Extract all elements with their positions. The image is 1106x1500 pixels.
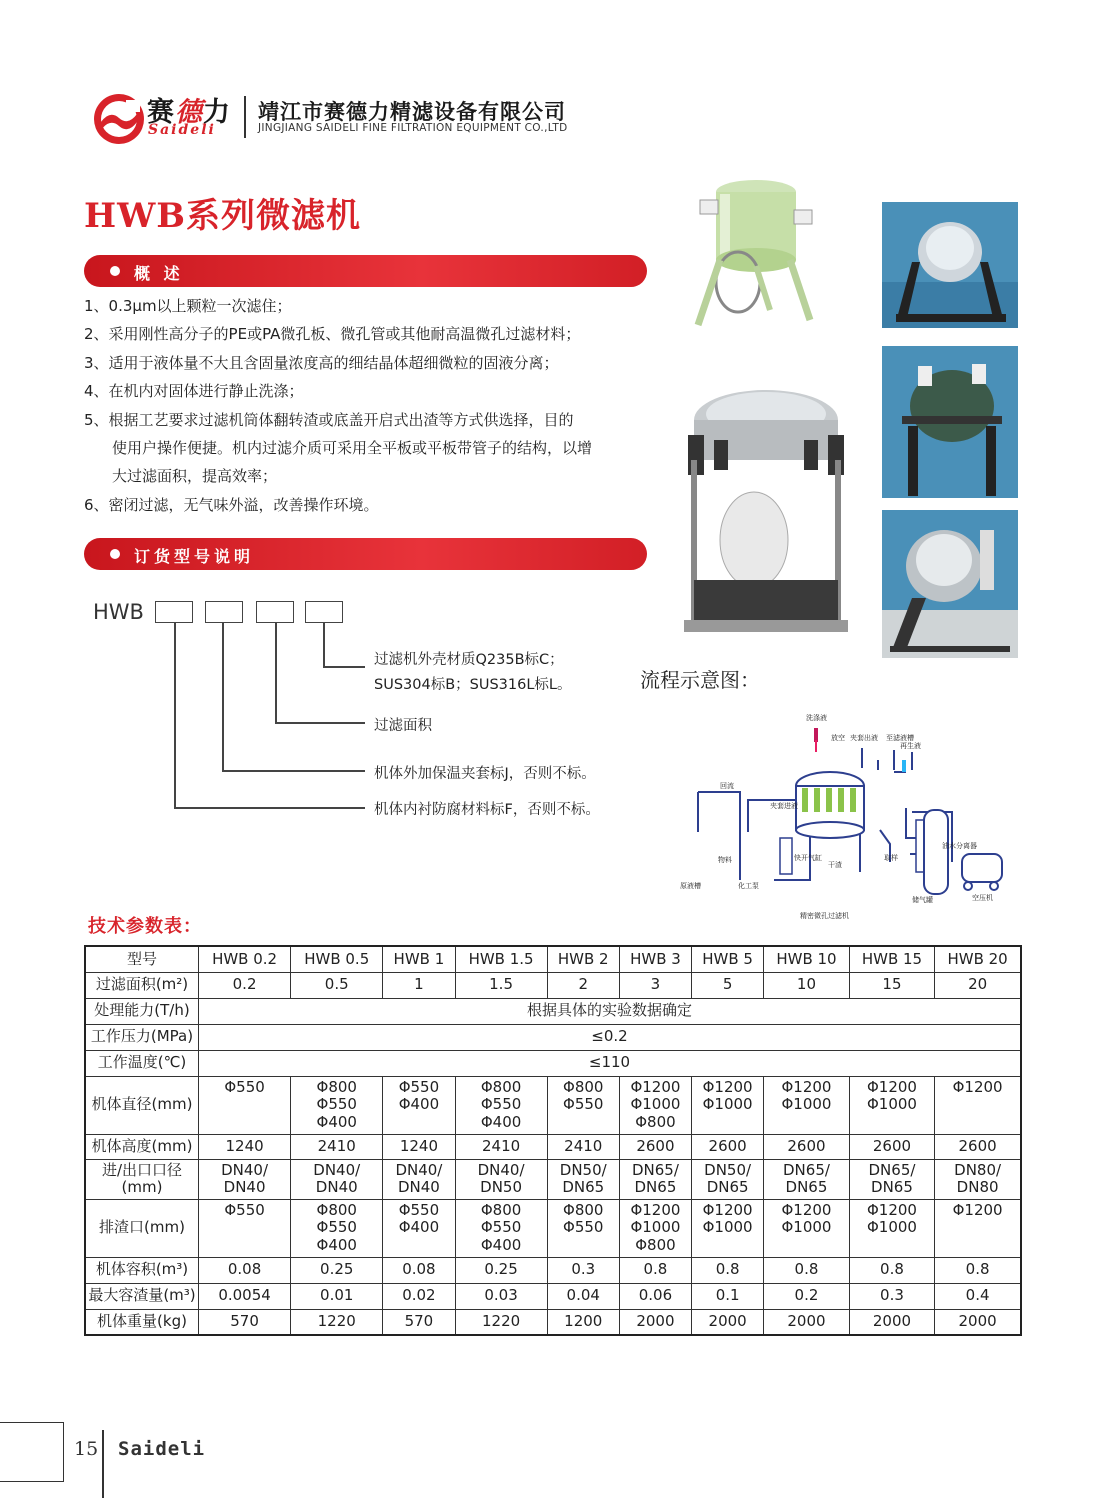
table-cell: 0.3 bbox=[547, 1257, 619, 1283]
table-cell: 2600 bbox=[692, 1134, 764, 1159]
table-cell: 2000 bbox=[935, 1309, 1021, 1335]
table-cell: 0.02 bbox=[383, 1283, 455, 1309]
table-cell: 2600 bbox=[619, 1134, 691, 1159]
row-label: 过滤面积(m²) bbox=[85, 972, 199, 998]
table-cell: Φ1200 Φ1000 bbox=[692, 1199, 764, 1257]
table-cell: 0.08 bbox=[383, 1257, 455, 1283]
table-cell: 0.25 bbox=[291, 1257, 383, 1283]
order-heading: 订货型号说明 bbox=[134, 547, 255, 566]
logo-char-2: 德 bbox=[175, 97, 203, 128]
overview-item: 2、采用刚性高分子的PE或PA微孔板、微孔管或其他耐高温微孔过滤材料； bbox=[84, 325, 581, 344]
table-cell: 0.0054 bbox=[199, 1283, 291, 1309]
row-label: 排渣口(mm) bbox=[85, 1199, 199, 1257]
table-cell: DN40/ DN50 bbox=[455, 1159, 547, 1199]
table-header-cell: HWB 0.2 bbox=[199, 946, 291, 972]
table-cell: Φ800 Φ550 bbox=[547, 1199, 619, 1257]
flow-label-to-filtrate: 至滤液槽 bbox=[886, 734, 914, 742]
table-cell: 2410 bbox=[455, 1134, 547, 1159]
order-desc-lining: 机体内衬防腐材料标F，否则不标。 bbox=[374, 802, 600, 818]
leader-line bbox=[323, 623, 325, 667]
flow-label-oil-water: 油水分离器 bbox=[942, 842, 977, 850]
flow-label-jacket-out: 夹套出液 bbox=[850, 734, 878, 742]
model-code-box bbox=[155, 601, 193, 623]
model-code-box bbox=[205, 601, 243, 623]
table-cell: DN65/ DN65 bbox=[764, 1159, 850, 1199]
leader-line bbox=[222, 770, 365, 772]
table-cell: Φ1200 Φ1000 bbox=[849, 1076, 935, 1134]
table-cell: Φ800 Φ550 Φ400 bbox=[455, 1076, 547, 1134]
table-row bbox=[85, 1024, 1021, 1050]
table-cell: 0.4 bbox=[935, 1283, 1021, 1309]
table-row bbox=[85, 1199, 1021, 1257]
table-cell: 1240 bbox=[199, 1134, 291, 1159]
table-cell: 2000 bbox=[849, 1309, 935, 1335]
header-divider bbox=[244, 96, 246, 138]
table-cell: DN65/ DN65 bbox=[849, 1159, 935, 1199]
table-cell: 2 bbox=[547, 972, 619, 998]
model-prefix: HWB bbox=[93, 600, 144, 624]
table-row bbox=[85, 1134, 1021, 1159]
table-cell: DN50/ DN65 bbox=[547, 1159, 619, 1199]
table-cell: 3 bbox=[619, 972, 691, 998]
table-cell: Φ1200 bbox=[935, 1076, 1021, 1134]
table-cell: DN40/ DN40 bbox=[383, 1159, 455, 1199]
row-label: 机体容积(m³) bbox=[85, 1257, 199, 1283]
overview-list bbox=[84, 292, 684, 519]
company-name-cn: 靖江市赛德力精滤设备有限公司 bbox=[258, 100, 566, 124]
table-cell: 0.08 bbox=[199, 1257, 291, 1283]
table-cell: 0.2 bbox=[764, 1283, 850, 1309]
order-section-bar bbox=[84, 538, 647, 570]
table-cell: 20 bbox=[935, 972, 1021, 998]
leader-line bbox=[275, 623, 277, 723]
flow-label-quick-cylinder: 快开气缸 bbox=[794, 854, 822, 862]
table-cell: 0.04 bbox=[547, 1283, 619, 1309]
table-cell: Φ1200 Φ1000 bbox=[764, 1199, 850, 1257]
table-cell: DN40/ DN40 bbox=[291, 1159, 383, 1199]
overview-item: 6、密闭过滤，无气味外溢，改善操作环境。 bbox=[84, 495, 379, 514]
flow-label-reflux: 回流 bbox=[720, 782, 734, 790]
table-cell: Φ1200 Φ1000 Φ800 bbox=[619, 1076, 691, 1134]
flow-label-vent: 放空 bbox=[831, 734, 845, 742]
product-photo-green-filter bbox=[690, 170, 822, 330]
product-photo-dark-filter bbox=[882, 346, 1018, 498]
table-cell: 15 bbox=[849, 972, 935, 998]
table-cell: 2410 bbox=[547, 1134, 619, 1159]
footer-corner-box bbox=[0, 1422, 64, 1482]
table-row bbox=[85, 1076, 1021, 1134]
table-cell: 1220 bbox=[455, 1309, 547, 1335]
table-cell: 2000 bbox=[619, 1309, 691, 1335]
row-label: 机体直径(mm) bbox=[85, 1076, 199, 1134]
table-cell: Φ1200 bbox=[935, 1199, 1021, 1257]
table-cell: DN40/ DN40 bbox=[199, 1159, 291, 1199]
logo-char-3: 力 bbox=[203, 97, 231, 128]
table-cell: 1220 bbox=[291, 1309, 383, 1335]
flow-label-material: 物料 bbox=[718, 856, 732, 864]
table-cell: ≤110 bbox=[199, 1050, 1022, 1076]
table-cell: DN80/ DN80 bbox=[935, 1159, 1021, 1199]
row-label: 工作压力(MPa) bbox=[85, 1024, 199, 1050]
row-label: 机体重量(kg) bbox=[85, 1309, 199, 1335]
flow-label-dry-slag: 干渣 bbox=[828, 861, 842, 869]
model-code-box bbox=[305, 601, 343, 623]
bullet-dot-icon bbox=[110, 266, 120, 276]
flow-label-wash: 洗涤液 bbox=[806, 714, 827, 722]
product-photo-jacket-filter bbox=[882, 510, 1018, 658]
table-cell: 根据具体的实验数据确定 bbox=[199, 998, 1022, 1024]
table-cell: 0.2 bbox=[199, 972, 291, 998]
spec-table bbox=[84, 945, 1022, 1336]
table-cell: Φ550 bbox=[199, 1076, 291, 1134]
table-cell: 0.3 bbox=[849, 1283, 935, 1309]
table-cell: 0.8 bbox=[849, 1257, 935, 1283]
table-row bbox=[85, 946, 1021, 972]
table-cell: 0.8 bbox=[692, 1257, 764, 1283]
table-header-cell: HWB 2 bbox=[547, 946, 619, 972]
table-cell: 570 bbox=[199, 1309, 291, 1335]
order-desc-material-2: SUS304标B；SUS316L标L。 bbox=[374, 677, 572, 693]
table-cell: DN65/ DN65 bbox=[619, 1159, 691, 1199]
flow-label-pump: 化工泵 bbox=[738, 882, 759, 890]
table-row bbox=[85, 972, 1021, 998]
table-cell: 10 bbox=[764, 972, 850, 998]
overview-item: 4、在机内对固体进行静止洗涤； bbox=[84, 382, 304, 401]
table-cell: 2000 bbox=[692, 1309, 764, 1335]
row-label: 进/出口口径 (mm) bbox=[85, 1159, 199, 1199]
table-header-cell: HWB 10 bbox=[764, 946, 850, 972]
table-cell: 0.8 bbox=[764, 1257, 850, 1283]
table-cell: 570 bbox=[383, 1309, 455, 1335]
table-cell: 5 bbox=[692, 972, 764, 998]
table-header-cell: HWB 1.5 bbox=[455, 946, 547, 972]
leader-line bbox=[275, 722, 365, 724]
flow-label-raw-tank: 原液槽 bbox=[680, 882, 701, 890]
overview-heading: 概 述 bbox=[134, 264, 184, 283]
table-cell: 0.5 bbox=[291, 972, 383, 998]
table-cell: ≤0.2 bbox=[199, 1024, 1022, 1050]
table-cell: 2410 bbox=[291, 1134, 383, 1159]
table-row bbox=[85, 1050, 1021, 1076]
row-label: 机体高度(mm) bbox=[85, 1134, 199, 1159]
table-cell: 2000 bbox=[764, 1309, 850, 1335]
table-row bbox=[85, 1257, 1021, 1283]
page-number: 15 bbox=[74, 1438, 99, 1460]
order-desc-material-1: 过滤机外壳材质Q235B标C； bbox=[374, 652, 564, 668]
company-name-en: JINGJIANG SAIDELI FINE FILTRATION EQUIPMENT CO.,LTD bbox=[258, 122, 568, 134]
table-header-cell: HWB 3 bbox=[619, 946, 691, 972]
table-cell: Φ800 Φ550 Φ400 bbox=[291, 1076, 383, 1134]
overview-item: 3、适用于液体量不大且含固量浓度高的细结晶体超细微粒的固液分离； bbox=[84, 353, 559, 372]
table-row bbox=[85, 998, 1021, 1024]
overview-item: 使用户操作便捷。机内过滤介质可采用全平板或平板带管子的结构，以增 bbox=[112, 439, 593, 458]
table-cell: Φ1200 Φ1000 Φ800 bbox=[619, 1199, 691, 1257]
flow-caption: 精密微孔过滤机 bbox=[800, 912, 849, 920]
model-code-box bbox=[256, 601, 294, 623]
table-cell: Φ550 bbox=[199, 1199, 291, 1257]
table-cell: 2600 bbox=[849, 1134, 935, 1159]
table-cell: 0.25 bbox=[455, 1257, 547, 1283]
table-cell: 1 bbox=[383, 972, 455, 998]
tech-table-title: 技术参数表： bbox=[88, 916, 202, 937]
row-label: 工作温度(℃) bbox=[85, 1050, 199, 1076]
table-cell: Φ550 Φ400 bbox=[383, 1199, 455, 1257]
row-label: 处理能力(T/h) bbox=[85, 998, 199, 1024]
table-cell: Φ1200 Φ1000 bbox=[692, 1076, 764, 1134]
table-cell: DN50/ DN65 bbox=[692, 1159, 764, 1199]
bullet-dot-icon bbox=[110, 549, 120, 559]
footer-divider bbox=[102, 1430, 104, 1498]
table-cell: 2600 bbox=[935, 1134, 1021, 1159]
table-header-cell: HWB 1 bbox=[383, 946, 455, 972]
table-cell: 0.8 bbox=[935, 1257, 1021, 1283]
flow-label-sample: 取样 bbox=[884, 854, 898, 862]
table-cell: 0.8 bbox=[619, 1257, 691, 1283]
table-cell: 1.5 bbox=[455, 972, 547, 998]
company-logo-icon bbox=[92, 92, 146, 146]
flow-label-regen: 再生液 bbox=[900, 742, 921, 750]
page-title: HWB系列微滤机 bbox=[84, 196, 362, 236]
flow-diagram bbox=[680, 712, 1020, 924]
table-header-cell: HWB 5 bbox=[692, 946, 764, 972]
table-cell: Φ550 Φ400 bbox=[383, 1076, 455, 1134]
table-cell: 1240 bbox=[383, 1134, 455, 1159]
table-header-cell: HWB 20 bbox=[935, 946, 1021, 972]
overview-item: 1、0.3μm以上颗粒一次滤住； bbox=[84, 297, 292, 315]
product-photo-tilting-filter bbox=[882, 202, 1018, 328]
table-cell: Φ800 Φ550 Φ400 bbox=[291, 1199, 383, 1257]
flow-label-compressor: 空压机 bbox=[972, 894, 993, 902]
flow-label-jacket-in: 夹套进液 bbox=[770, 802, 798, 810]
logo-english: Saideli bbox=[148, 122, 216, 138]
flow-title: 流程示意图： bbox=[640, 668, 760, 692]
table-cell: 2600 bbox=[764, 1134, 850, 1159]
logo-char-1: 赛 bbox=[147, 97, 175, 128]
footer-brand: Saideli bbox=[118, 1438, 206, 1460]
table-row bbox=[85, 1159, 1021, 1199]
leader-line bbox=[174, 807, 365, 809]
table-row bbox=[85, 1283, 1021, 1309]
table-cell: Φ1200 Φ1000 bbox=[849, 1199, 935, 1257]
table-header-cell: HWB 15 bbox=[849, 946, 935, 972]
table-cell: 0.1 bbox=[692, 1283, 764, 1309]
overview-item: 5、根据工艺要求过滤机筒体翻转渣或底盖开启式出渣等方式供选择，目的 bbox=[84, 410, 574, 429]
table-header-cell: HWB 0.5 bbox=[291, 946, 383, 972]
table-header-cell: 型号 bbox=[85, 946, 199, 972]
table-cell: 0.01 bbox=[291, 1283, 383, 1309]
leader-line bbox=[174, 623, 176, 808]
overview-item: 大过滤面积，提高效率； bbox=[112, 467, 278, 486]
product-photo-large-filter bbox=[684, 380, 848, 642]
table-cell: Φ1200 Φ1000 bbox=[764, 1076, 850, 1134]
table-cell: 1200 bbox=[547, 1309, 619, 1335]
table-cell: 0.03 bbox=[455, 1283, 547, 1309]
leader-line bbox=[222, 623, 224, 771]
table-cell: Φ800 Φ550 bbox=[547, 1076, 619, 1134]
leader-line bbox=[323, 666, 365, 668]
table-row bbox=[85, 1309, 1021, 1335]
flow-label-gas-tank: 储气罐 bbox=[912, 896, 933, 904]
table-cell: 0.06 bbox=[619, 1283, 691, 1309]
overview-section-bar bbox=[84, 255, 647, 287]
table-cell: Φ800 Φ550 Φ400 bbox=[455, 1199, 547, 1257]
order-desc-jacket: 机体外加保温夹套标J，否则不标。 bbox=[374, 766, 596, 782]
order-desc-area: 过滤面积 bbox=[374, 718, 432, 734]
row-label: 最大容渣量(m³) bbox=[85, 1283, 199, 1309]
